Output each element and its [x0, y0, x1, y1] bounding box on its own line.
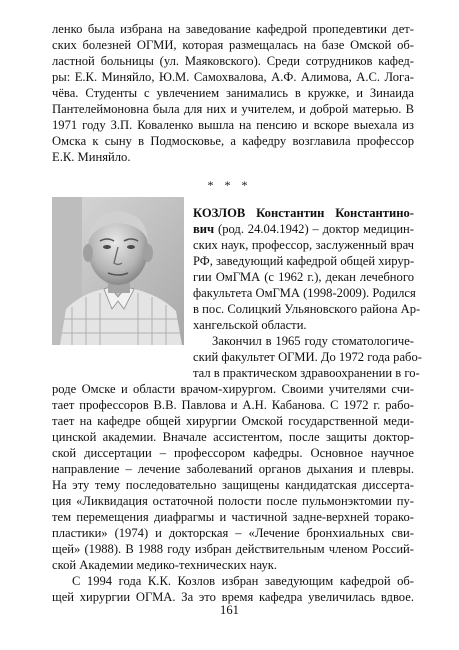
text-line: Закончил в 1965 году стоматологиче-: [212, 334, 414, 348]
text-line: С 1994 года К.К. Козлов избран заведующим кафедрой об-: [72, 574, 414, 588]
text-line: роде Омске и области врачом-хирургом. Своими учителями счи-: [52, 382, 414, 396]
text-line: Пантелеймоновна была для них и учителем, и доброй матерью. В: [52, 102, 414, 116]
text-line: РФ, заведующий кафедрой общей хирур-: [193, 254, 415, 268]
text-line: гии ОмГМА (с 1962 г.), декан лечебного: [193, 270, 414, 284]
text-line: тает профессоров В.В. Павлова и А.Н. Кабанова. С 1972 г. рабо-: [52, 398, 414, 412]
text-line: Е.К. Миняйло.: [52, 150, 131, 164]
text-line: ский факультет ОГМИ. До 1972 года рабо-: [193, 350, 422, 364]
page-number: 161: [220, 603, 239, 617]
text-line: пластики» (1974) и докторская – «Лечение бронхиальных сви-: [52, 526, 414, 540]
text-line: тает на кафедре общей хирургии Омской государственной меди-: [52, 414, 414, 428]
portrait-image: [52, 197, 184, 345]
text-line: направление – лечение заболеваний органов дыхания и плевры.: [52, 462, 414, 476]
text-line: цинской академии. Вначале ассистентом, после защиты доктор-: [52, 430, 414, 444]
text-line: На эту тему последовательно защищены кандидатская диссерта-: [52, 478, 414, 492]
text-line: [193, 222, 414, 236]
text-line: ры: Е.К. Миняйло, Ю.М. Самохвалова, А.Ф. Алимова, А.С. Лога-: [52, 70, 414, 84]
text-line: тем перемещения диафрагмы и частичной задне-верхней торако-: [52, 510, 414, 524]
text-line: щей» (1988). В 1988 году избран действительным членом Россий-: [52, 542, 414, 556]
text-line: Омска к сыну в Подмосковье, а кафедру возглавила профессор: [52, 134, 414, 148]
text-line: ластной больницы (ул. Маяковского). Среди сотрудников кафед-: [52, 54, 414, 68]
text-line: ленко была избрана на заведование кафедрой пропедевтики дет-: [52, 22, 414, 36]
text-line: хангельской области.: [193, 318, 307, 332]
text-line: ской диссертации – профессором кафедры. Основное научное: [52, 446, 414, 460]
text-line: в пос. Солицкий Ульяновского района Ар-: [193, 302, 421, 316]
text-line: чёва. Студенты с увлечением занимались в кружке, и Зинаида: [52, 86, 414, 100]
entry-name-line: [193, 206, 414, 220]
text-segment: (род. 24.04.1942) – доктор медицин-: [214, 222, 414, 236]
section-separator: * * *: [207, 178, 252, 192]
entry-name: КОЗЛОВ Константин Константино-: [193, 206, 414, 220]
text-line: ской Академии медико-технических наук.: [52, 558, 278, 572]
text-line: щей хирургии ОГМА. За это время кафедра увеличилась вдвое.: [52, 590, 414, 604]
portrait-photo: [52, 197, 184, 345]
text-line: ских наук, профессор, заслуженный врач: [193, 238, 414, 252]
text-line: ция «Ликвидация остаточной полости после пульмонэктомии пу-: [52, 494, 414, 508]
text-line: 1971 году З.П. Коваленко вышла на пенсию и вскоре выехала из: [52, 118, 414, 132]
text-line: тал в практическом здравоохранении в го-: [193, 366, 420, 380]
text-line: ских болезней ОГМИ, которая размещалась на базе Омской об-: [52, 38, 414, 52]
entry-name-cont: вич: [193, 222, 215, 236]
text-line: факультета ОмГМА (1998-2009). Родился: [193, 286, 416, 300]
